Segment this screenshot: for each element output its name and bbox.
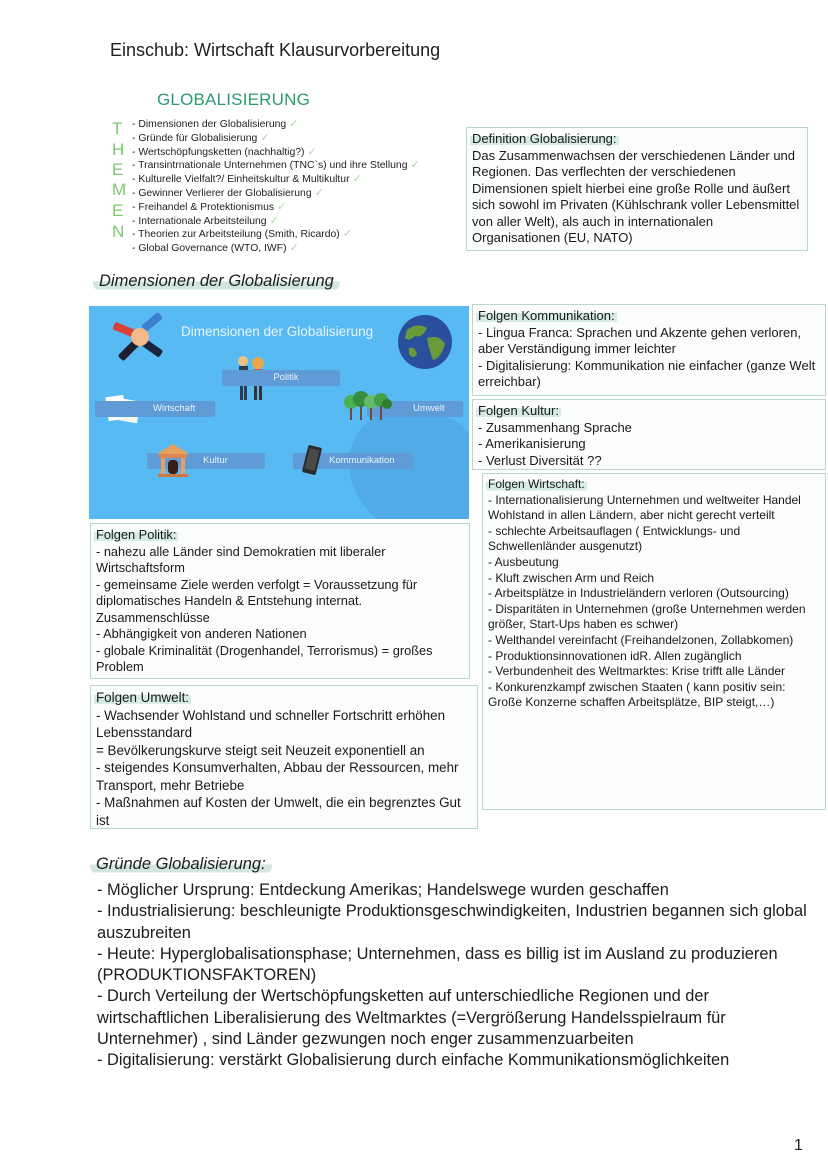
checkmark-icon: ✓ xyxy=(307,145,317,158)
folgen-wirtschaft-box xyxy=(482,473,826,810)
checkmark-icon: ✓ xyxy=(314,186,324,199)
dimensionen-illustration xyxy=(89,306,469,519)
checkmark-icon: ✓ xyxy=(289,118,299,130)
checkmark-icon: ✓ xyxy=(269,214,279,227)
document-title: Einschub: Wirtschaft Klausurvorbereitung xyxy=(110,40,441,60)
gruende-line: - Industrialisierung: beschleunigte Produktionsgeschwindigkeiten, Industrien begannen sich global auszubreiten xyxy=(97,902,807,942)
themen-item-label: - Kulturelle Vielfalt?/ Einheitskultur & Multikultur xyxy=(132,174,350,186)
folgen-line: = Bevölkerungskurve steigt seit Neuzeit exponentiell an xyxy=(96,742,425,758)
gruende-line: - Digitalisierung: verstärkt Globalisierung durch einfache Kommunikationsmöglichkeiten xyxy=(97,1051,730,1070)
folgen-politik-heading: Folgen Politik: xyxy=(96,527,177,542)
folgen-line: - Amerikanisierung xyxy=(478,436,586,451)
checkmark-icon: ✓ xyxy=(410,159,420,172)
dimension-label-kultur: Kultur xyxy=(147,453,265,469)
handshake-hands-icon xyxy=(111,312,169,364)
gruende-list xyxy=(97,880,817,1072)
smartphone-icon xyxy=(301,444,325,478)
themen-item xyxy=(132,159,420,173)
section-heading-gruende: Gründe Globalisierung: xyxy=(90,855,272,874)
folgen-line: - gemeinsame Ziele werden verfolgt = Voraussetzung für diplomatisches Handeln & Entstehung internat. Zusammenschlüsse xyxy=(96,576,418,625)
definition-text: Das Zusammenwachsen der verschiedenen Länder und Regionen. Das verflechten der verschiedenen Dimensionen spielt hierbei eine große Rolle und äußert sich sowohl im Privaten (Kühlschrank voller Lebensmittel von aller Welt), als auch in internationalen Organisationen (EU, NATO) xyxy=(472,147,800,245)
definition-box xyxy=(466,127,808,251)
folgen-line: - Kluft zwischen Arm und Reich xyxy=(488,570,655,585)
acrostic-letter: T xyxy=(112,119,123,138)
themen-item-label: - Dimensionen der Globalisierung xyxy=(132,119,287,130)
folgen-line: - Internationalisierung Unternehmen und weltweiter Handel xyxy=(488,492,801,507)
trees-icon xyxy=(343,390,393,422)
themen-item xyxy=(132,173,420,187)
folgen-line: - nahezu alle Länder sind Demokratien mit liberaler Wirtschaftsform xyxy=(96,543,386,575)
checkmark-icon: ✓ xyxy=(352,173,362,186)
folgen-line: - Konkurenzkampf zwischen Staaten ( kann positiv sein: Große Konzerne schaffen Arbeitsplätze, BIP steigt,…) xyxy=(488,679,786,710)
folgen-line: - Welthandel vereinfacht (Freihandelzonen, Zollabkomen) xyxy=(488,632,794,647)
globe-icon xyxy=(397,314,453,370)
themen-item-label: - Wertschöpfungsketten (nachhaltig?) xyxy=(132,146,305,158)
gruende-line: - Heute: Hyperglobalisationsphase; Unternehmen, dass es billig ist im Ausland zu produzieren (PRODUKTIONSFAKTOREN) xyxy=(97,944,778,985)
page-number: 1 xyxy=(794,1137,803,1154)
dimension-label-umwelt: Umwelt xyxy=(367,401,463,417)
folgen-line: - steigendes Konsumverhalten, Abbau der Ressourcen, mehr Transport, mehr Betriebe xyxy=(96,760,459,793)
folgen-line: - Verlust Diversität ?? xyxy=(478,452,602,468)
folgen-line: - Produktionsinnovationen idR. Allen zugänglich xyxy=(488,648,742,663)
themen-item xyxy=(132,228,420,242)
checkmark-icon: ✓ xyxy=(260,131,270,144)
checkmark-icon: ✓ xyxy=(277,200,287,213)
folgen-line: - Verbundenheit des Weltmarktes: Krise trifft alle Länder xyxy=(488,664,786,679)
acrostic-letter: M xyxy=(112,180,127,199)
gruende-line: - Möglicher Ursprung: Entdeckung Amerikas; Handelswege wurden geschaffen xyxy=(97,881,669,899)
topic-title: GLOBALISIERUNG xyxy=(157,90,311,109)
folgen-umwelt-box xyxy=(90,685,478,829)
definition-heading: Definition Globalisierung: xyxy=(472,131,617,146)
folgen-umwelt-heading: Folgen Umwelt: xyxy=(96,690,190,705)
checkmark-icon: ✓ xyxy=(289,242,299,255)
folgen-kommunikation-box xyxy=(472,304,826,396)
acrostic-letter: H xyxy=(112,140,125,159)
themen-item-label: - Global Governance (WTO, IWF) xyxy=(132,243,287,255)
acrostic-letter: E xyxy=(112,201,124,220)
themen-item-label: - Gewinner Verlierer der Globalisierung xyxy=(132,187,312,199)
folgen-kultur-box xyxy=(472,399,826,470)
themen-item xyxy=(132,242,420,256)
themen-item-label: - Freihandel & Protektionismus xyxy=(132,201,275,213)
themen-item-label: - Internationale Arbeitsteilung xyxy=(132,215,267,227)
folgen-line: - Ausbeutung xyxy=(488,554,559,569)
gruende-line: - Durch Verteilung der Wertschöpfungsketten auf unterschiedliche Regionen und der wirtschaftlichen Liberalisierung des Weltmarktes (=Vergrößerung Handelsspielraum für Unternehmer) , sind Länder gezwungen noch enger zusammenzuarbeiten xyxy=(97,987,726,1049)
folgen-politik-box xyxy=(90,523,470,679)
dimension-label-kommunikation: Kommunikation xyxy=(293,453,413,469)
dimension-label-politik: Politik xyxy=(222,370,340,386)
acrostic-letter: N xyxy=(112,222,125,241)
themen-item-label: - Gründe für Globalisierung xyxy=(132,132,258,144)
themen-item xyxy=(132,201,420,215)
folgen-line: - Digitalisierung: Kommunikation nie einfacher (ganze Welt erreichbar) xyxy=(478,357,816,389)
folgen-line: Wohlstand in allen Ländern, aber nicht gerecht verteilt xyxy=(488,508,775,523)
folgen-line: - Abhängigkeit von anderen Nationen xyxy=(96,626,307,641)
section-heading-dimensionen: Dimensionen der Globalisierung xyxy=(93,272,340,291)
illustration-title: Dimensionen der Globalisierung xyxy=(181,324,374,339)
folgen-kommunikation-heading: Folgen Kommunikation: xyxy=(478,308,615,323)
themen-item-label: - Transintrnationale Unternehmen (TNC`s) und ihre Stellung xyxy=(132,160,408,172)
themen-item xyxy=(132,187,420,201)
folgen-line: - Lingua Franca: Sprachen und Akzente gehen verloren, aber Verständigung immer leichter xyxy=(478,324,802,356)
folgen-line: - Zusammenhang Sprache xyxy=(478,419,632,435)
themen-item xyxy=(132,118,420,132)
acrostic-letter: E xyxy=(112,160,124,179)
temple-building-icon xyxy=(155,442,191,478)
dimension-label-wirtschaft: Wirtschaft xyxy=(95,401,215,417)
folgen-kultur-heading: Folgen Kultur: xyxy=(478,403,559,418)
checkmark-icon: ✓ xyxy=(342,228,352,241)
themen-item xyxy=(132,132,420,146)
folgen-line: - schlechte Arbeitsauflagen ( Entwicklungs- und Schwellenländer ausgenutzt) xyxy=(488,523,741,554)
themen-item-label: - Theorien zur Arbeitsteilung (Smith, Ricardo) xyxy=(132,229,340,241)
folgen-line: - Maßnahmen auf Kosten der Umwelt, die ein begrenztes Gut ist xyxy=(96,795,461,828)
folgen-wirtschaft-heading: Folgen Wirtschaft: xyxy=(488,477,585,491)
folgen-line: - Disparitäten in Unternehmen (große Unternehmen werden größer, Start-Ups haben es schwer) xyxy=(488,601,806,632)
themen-item xyxy=(132,146,420,160)
themen-acrostic xyxy=(112,120,128,241)
folgen-line: - globale Kriminalität (Drogenhandel, Terrorismus) = großes Problem xyxy=(96,642,433,674)
folgen-line: - Arbeitsplätze in Industrieländern verloren (Outsourcing) xyxy=(488,586,789,601)
folgen-line: - Wachsender Wohlstand und schneller Fortschritt erhöhen Lebensstandard xyxy=(96,707,446,740)
themen-item xyxy=(132,215,420,229)
